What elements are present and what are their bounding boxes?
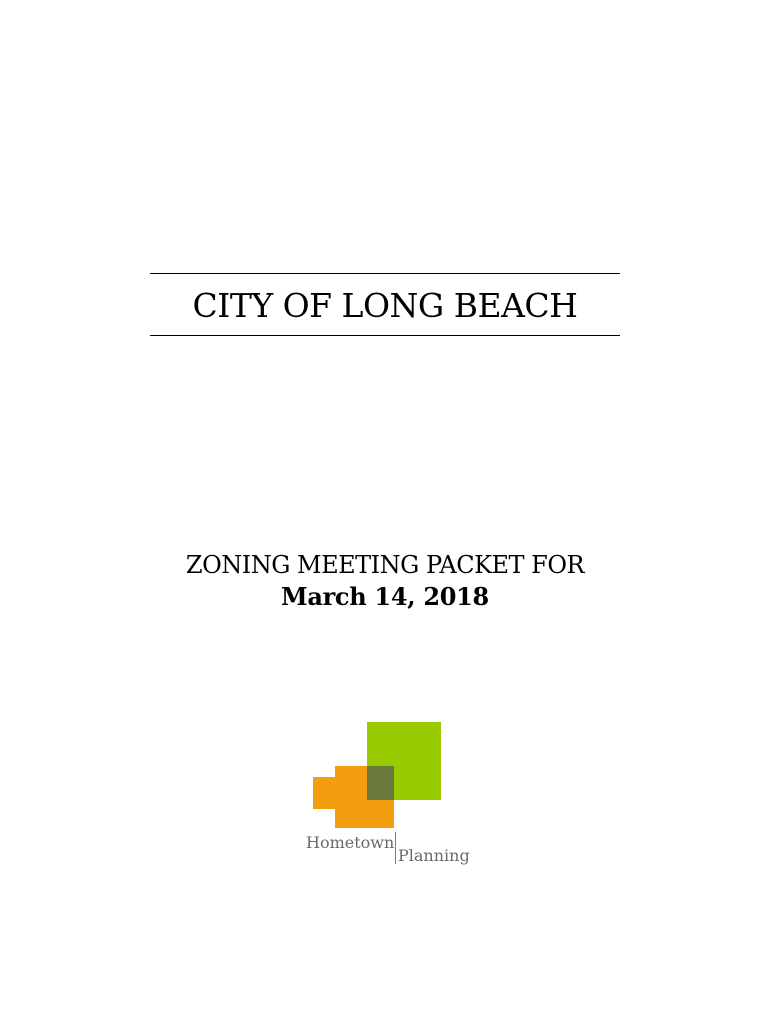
- logo-wordmark-hometown: Hometown: [306, 833, 395, 852]
- logo-overlap-square: [367, 766, 394, 800]
- logo-divider: [395, 832, 396, 864]
- logo-wordmark-planning: Planning: [398, 846, 470, 865]
- title-rule-bottom: [150, 335, 620, 336]
- logo-squares-graphic: [300, 715, 480, 835]
- packet-heading: ZONING MEETING PACKET FOR: [185, 551, 585, 579]
- hometown-planning-logo: [300, 715, 480, 875]
- meeting-date: March 14, 2018: [281, 582, 489, 611]
- logo-small-orange-square: [313, 777, 335, 809]
- organization-title: CITY OF LONG BEACH: [192, 286, 578, 325]
- title-rule-top: [150, 273, 620, 274]
